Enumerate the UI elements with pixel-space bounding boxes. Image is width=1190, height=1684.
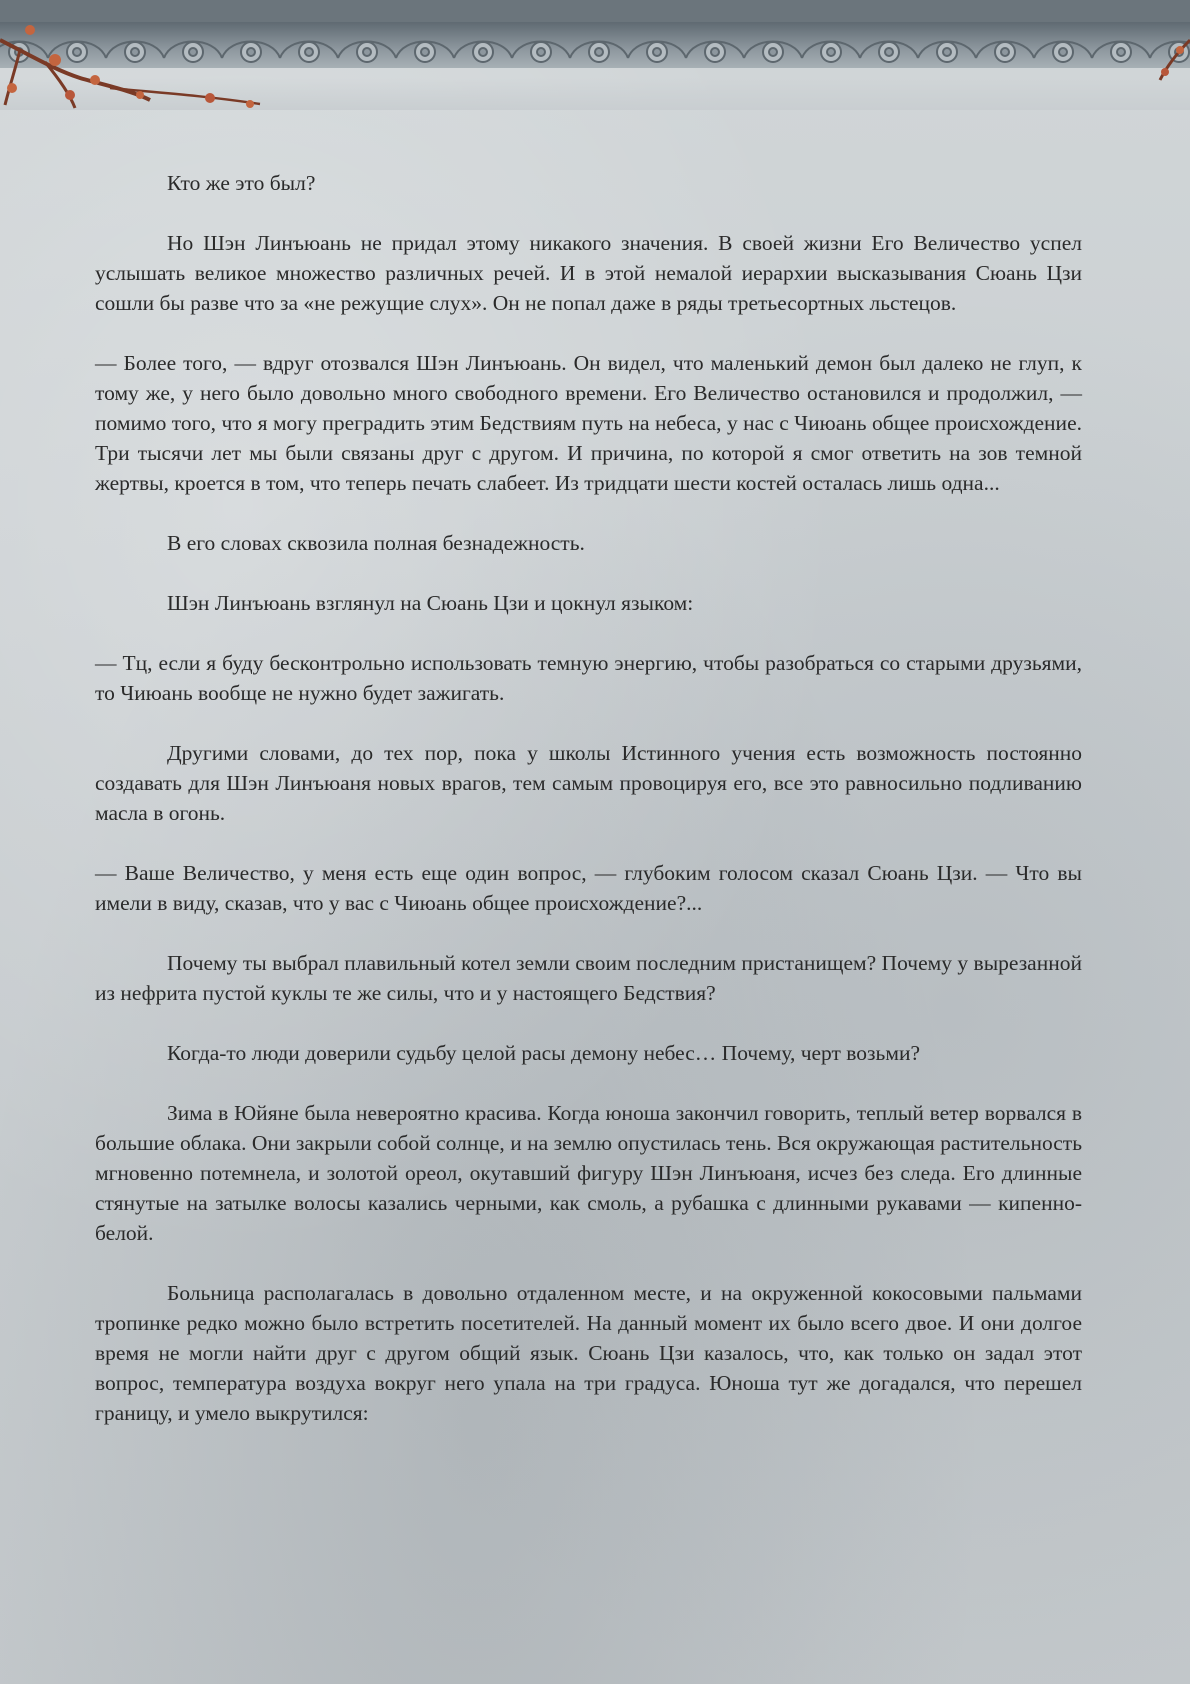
roof-tile-emblem [1117,48,1125,56]
chapter-text [95,168,1082,1428]
paragraph-5: Шэн Линъюань взглянул на Сюань Цзи и цокнул языком: [167,591,694,615]
roof-tile-emblem [595,48,603,56]
roof-tile-emblem [363,48,371,56]
roof-tile-emblem [943,48,951,56]
paragraph-1: Кто же это был? [167,171,316,195]
roof-tile-emblem [247,48,255,56]
paragraph-2: Но Шэн Линъюань не придал этому никакого значения. В своей жизни Его Величество успел услышать великое множество различных речей. И в этой немалой иерархии высказывания Сюань Цзи сошли бы разве что за «не режущие слух». Он не попал даже в ряды третьесортных льстецов. [95,231,1082,315]
roof-tile-emblem [827,48,835,56]
paragraph-8: — Ваше Величество, у меня есть еще один вопрос, — глубоким голосом сказал Сюань Цзи. — Что вы имели в виду, сказав, что у вас с Чиюань общее происхождение?... [95,861,1082,915]
paragraph-7: Другими словами, до тех пор, пока у школы Истинного учения есть возможность постоянно создавать для Шэн Линъюаня новых врагов, тем самым провоцируя его, все это равносильно подливанию масла в огонь. [95,741,1082,825]
paragraph-6: — Тц, если я буду бесконтрольно использовать темную энергию, чтобы разобраться со старыми друзьями, то Чиюань вообще не нужно будет зажигать. [95,651,1082,705]
paragraph-10: Когда-то люди доверили судьбу целой расы демону небес… Почему, черт возьми? [167,1041,920,1065]
roof-tiles-decoration [0,0,1190,110]
roof-tile-emblem [653,48,661,56]
roof-tile-emblem [769,48,777,56]
roof-tile-emblem [479,48,487,56]
roof-tile-emblem [1001,48,1009,56]
roof-tile-emblem [73,48,81,56]
roof-tile-emblem [711,48,719,56]
roof-tile-emblem [421,48,429,56]
roof-tile-emblem [131,48,139,56]
roof-tile-emblem [885,48,893,56]
paragraph-3: — Более того, — вдруг отозвался Шэн Линъюань. Он видел, что маленький демон был далеко не глуп, к тому же, у него было довольно много свободного времени. Его Величество остановился и продолжил, — помимо того, что я могу преградить этим Бедствиям путь на небеса, у нас с Чиюань общее происхождение. Три тысячи лет мы были связаны друг с другом. И причина, по которой я смог ответить на зов темной жертвы, кроется в том, что теперь печать слабеет. Из тридцати шести костей осталась лишь одна... [95,351,1082,495]
paragraph-12: Больница располагалась в довольно отдаленном месте, и на окруженной кокосовыми пальмами тропинке редко можно было встретить посетителей. На данный момент их было всего двое. И они долгое время не могли найти друг с другом общий язык. Сюань Цзи казалось, что, как только он задал этот вопрос, температура воздуха вокруг него упала на три градуса. Юноша тут же догадался, что перешел границу, и умело выкрутился: [95,1281,1082,1425]
roof-tile-emblem [537,48,545,56]
paragraph-4: В его словах сквозила полная безнадежность. [167,531,585,555]
roof-tile-emblem [1059,48,1067,56]
paragraph-9: Почему ты выбрал плавильный котел земли своим последним пристанищем? Почему у вырезанной из нефрита пустой куклы те же силы, что и у настоящего Бедствия? [95,951,1082,1005]
roof-tile-emblem [189,48,197,56]
paragraph-11: Зима в Юйяне была невероятно красива. Когда юноша закончил говорить, теплый ветер ворвался в большие облака. Они закрыли собой солнце, и на землю опустилась тень. Вся окружающая растительность мгновенно потемнела, и золотой ореол, окутавший фигуру Шэн Линъюаня, исчез без следа. Его длинные стянутые на затылке волосы казались черными, как смоль, а рубашка с длинными рукавами — кипенно-белой. [95,1101,1082,1245]
roof-tile-emblem [305,48,313,56]
